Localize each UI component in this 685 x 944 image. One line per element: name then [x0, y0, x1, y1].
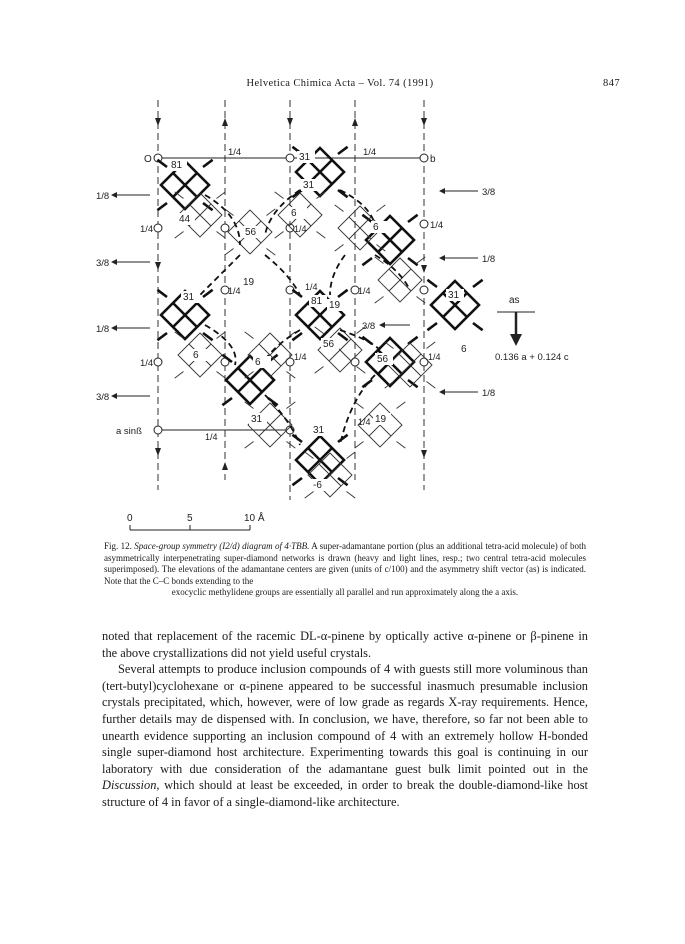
inner-height-7: 1/4 — [205, 432, 218, 442]
node-label: 19 — [243, 277, 255, 288]
node-label: 56 — [377, 354, 389, 365]
heavy-frame-5-bond — [427, 280, 437, 287]
body-text — [102, 628, 588, 811]
inner-height-1: 3/8 — [362, 321, 376, 332]
node-label: 56 — [323, 339, 335, 350]
link-11 — [330, 255, 345, 295]
shift-vector-inset — [495, 295, 569, 363]
right-height-4: 1/8 — [482, 388, 496, 399]
journal-title: Helvetica Chimica Acta – Vol. 74 (1991) — [246, 78, 434, 89]
light-frame-5-bond — [217, 372, 226, 379]
left-height-3: 3/8 — [96, 258, 110, 269]
inner-height-8: 1/4 — [305, 282, 318, 292]
heavy-frame-1-bond — [338, 147, 348, 154]
node-label: 6 — [255, 357, 261, 368]
light-frame-7-bond — [315, 327, 324, 334]
node-label: 31 — [313, 425, 325, 436]
right-height-1: 3/8 — [482, 187, 496, 198]
inner-height-4: 1/4 — [358, 286, 371, 296]
node-label: 31 — [448, 290, 460, 301]
light-frame-6-bond — [245, 332, 254, 339]
light-frame-11-bond — [347, 492, 356, 499]
light-frame-0-bond — [175, 232, 184, 239]
heavy-frame-2-bond — [362, 258, 372, 265]
node-label: -6 — [313, 480, 322, 491]
link-10 — [265, 255, 300, 295]
caption-label: Fig. 12. — [104, 541, 132, 551]
heavy-frame-0-bond — [203, 160, 213, 167]
heavy-frame-6-bond — [222, 398, 232, 405]
light-frame-3-bond — [335, 245, 344, 252]
inner-height-2: 1/4 — [294, 224, 307, 234]
heavy-frame-5 — [431, 281, 479, 329]
left-height-1: 1/8 — [96, 191, 110, 202]
light-frame-10-bond — [355, 442, 364, 449]
light-frame-10-bond — [397, 442, 406, 449]
axis-label-a-sin-beta: a sinß — [116, 426, 142, 437]
inner-height-6: 1/4 — [428, 352, 441, 362]
heavy-frame-8-bond — [292, 478, 302, 485]
right-height-2: 1/4 — [430, 220, 444, 231]
paragraph-2-part-b: , which should at least be exceeded, in order to break the double-diamond-like host structure of 4 in favor of a single-diamond-like architecture. — [102, 778, 588, 809]
top-height-right: 1/4 — [363, 147, 377, 158]
node-label: 44 — [179, 214, 191, 225]
light-frame-11-bond — [347, 452, 356, 459]
light-frame-9-bond — [245, 442, 254, 449]
node-label: 6 — [291, 208, 297, 219]
left-height-5: 1/4 — [140, 358, 154, 369]
inner-height-5: 1/4 — [294, 352, 307, 362]
link-7 — [340, 375, 375, 445]
caption-text: A super-adamantane portion (plus an additional tetra-acid molecule) of both asymmetrically interpenetrating super-diamond networks is drawn (heavy and light lines, resp.; two central tetra-acid molecules superimposed). The elevations of the adamantane centers are given (units of c/100) and the asymmetry shift vector (as) is indicated. Note that the C–C bonds extending to the — [104, 541, 586, 586]
heavy-frame-4-bond — [292, 333, 302, 340]
left-height-2: 1/4 — [140, 224, 154, 235]
heavy-frame-0-bond — [157, 203, 167, 210]
node-label: 31 — [303, 180, 315, 191]
scale-tick-5: 5 — [187, 513, 193, 524]
label-b: b — [430, 154, 436, 165]
heavy-frame-3-bond — [203, 333, 213, 340]
node-label: 31 — [251, 414, 263, 425]
top-height-left: 1/4 — [228, 147, 242, 158]
light-frame-7-bond — [357, 367, 366, 374]
heavy-frame-3-bond — [157, 290, 167, 297]
node-label: 31 — [183, 292, 195, 303]
light-frame-5-bond — [175, 372, 184, 379]
space-group-diagram — [0, 90, 685, 540]
paragraph-2-part-a: Several attempts to produce inclusion compounds of 4 with guests still more voluminous than (tert-butyl)cyclohexane or α-pinene appeared to be successful inasmuch presumable inclusion crystals precipitated, which, however, were of low grade as regards X-ray requirements. Hence, further details may de dispensed with. In conclusion, we have, therefore, so far not been able to unearth evidence supporting an inclusion compound of 4 with an extremely hollow H-bonded single super-diamond host architecture. Experimenting towards this goal is continuing in our laboratory with due consideration of the adamantane guest bulk limit pointed out in the — [102, 662, 588, 776]
heavy-frame-5-bond — [427, 323, 437, 330]
node-label: 81 — [171, 160, 183, 171]
heavy-frame-2-bond — [408, 258, 418, 265]
scale-tick-0: 0 — [127, 513, 133, 524]
inner-height-3: 1/4 — [228, 286, 241, 296]
heavy-frame-4-bond — [292, 290, 302, 297]
figure-caption — [104, 541, 586, 599]
right-height-3: 1/8 — [482, 254, 496, 265]
light-frame-2-bond — [275, 192, 284, 199]
inner-height-9: 1/4 — [358, 417, 371, 427]
light-frame-11-bond — [305, 492, 314, 499]
light-frame-6-bond — [287, 372, 296, 379]
paragraph-2 — [102, 661, 588, 810]
caption-last-line: exocyclic methylidene groups are essentially all parallel and run approximately along the a axis. — [171, 587, 519, 598]
node-label: 56 — [245, 227, 257, 238]
shift-vector-label: 0.136 a + 0.124 c — [495, 352, 569, 363]
heavy-frame-5-bond — [473, 323, 483, 330]
scale-tick-10: 10 Å — [244, 513, 265, 524]
light-frame-1-bond — [267, 249, 276, 256]
light-frame-10-bond — [397, 402, 406, 409]
light-frame-7-bond — [315, 367, 324, 374]
paragraph-2-emphasis: Discussion — [102, 778, 157, 793]
scale-bar — [127, 511, 265, 530]
light-frame-2-bond — [275, 232, 284, 239]
light-frame-2-bond — [317, 232, 326, 239]
light-frame-8-bond — [427, 342, 436, 349]
left-height-4: 1/8 — [96, 324, 110, 335]
caption-title: Space-group symmetry (I2/d) diagram of 4·TBB. — [134, 541, 310, 551]
heavy-frame-4-bond — [338, 290, 348, 297]
node-label: 6 — [461, 344, 467, 355]
heavy-frame-0-bond — [157, 160, 167, 167]
light-frame-0-bond — [217, 232, 226, 239]
heavy-frame-7-bond — [408, 337, 418, 344]
light-frame-1-bond — [225, 249, 234, 256]
node-label: 6 — [193, 350, 199, 361]
link-0 — [205, 195, 240, 245]
heavy-frame-5-bond — [473, 280, 483, 287]
page-number: 847 — [603, 78, 620, 89]
light-frame-8-bond — [427, 382, 436, 389]
heavy-frame-8-bond — [338, 435, 348, 442]
heavy-frame-2-bond — [408, 215, 418, 222]
node-label: 19 — [329, 300, 341, 311]
light-frame-3-bond — [377, 205, 386, 212]
left-height-6: 3/8 — [96, 392, 110, 403]
light-frame-3-bond — [335, 205, 344, 212]
as-label: as — [509, 295, 520, 306]
node-label: 81 — [311, 296, 323, 307]
corner-zero: O — [144, 154, 152, 165]
paragraph-1: noted that replacement of the racemic DL-α-pinene by optically active α-pinene or β-pinene in the above crystallizations did not yield useful crystals. — [102, 629, 588, 660]
light-frame-9-bond — [287, 442, 296, 449]
light-frame-8-bond — [385, 342, 394, 349]
node-label: 6 — [373, 222, 379, 233]
light-frame-6 — [248, 333, 292, 377]
node-label: 31 — [299, 152, 311, 163]
node-label: 19 — [375, 414, 387, 425]
light-frame-9-bond — [287, 402, 296, 409]
light-frame-4-bond — [375, 297, 384, 304]
light-frame-10-bond — [355, 402, 364, 409]
heavy-frame-3-bond — [157, 333, 167, 340]
light-frame-0-bond — [217, 192, 226, 199]
